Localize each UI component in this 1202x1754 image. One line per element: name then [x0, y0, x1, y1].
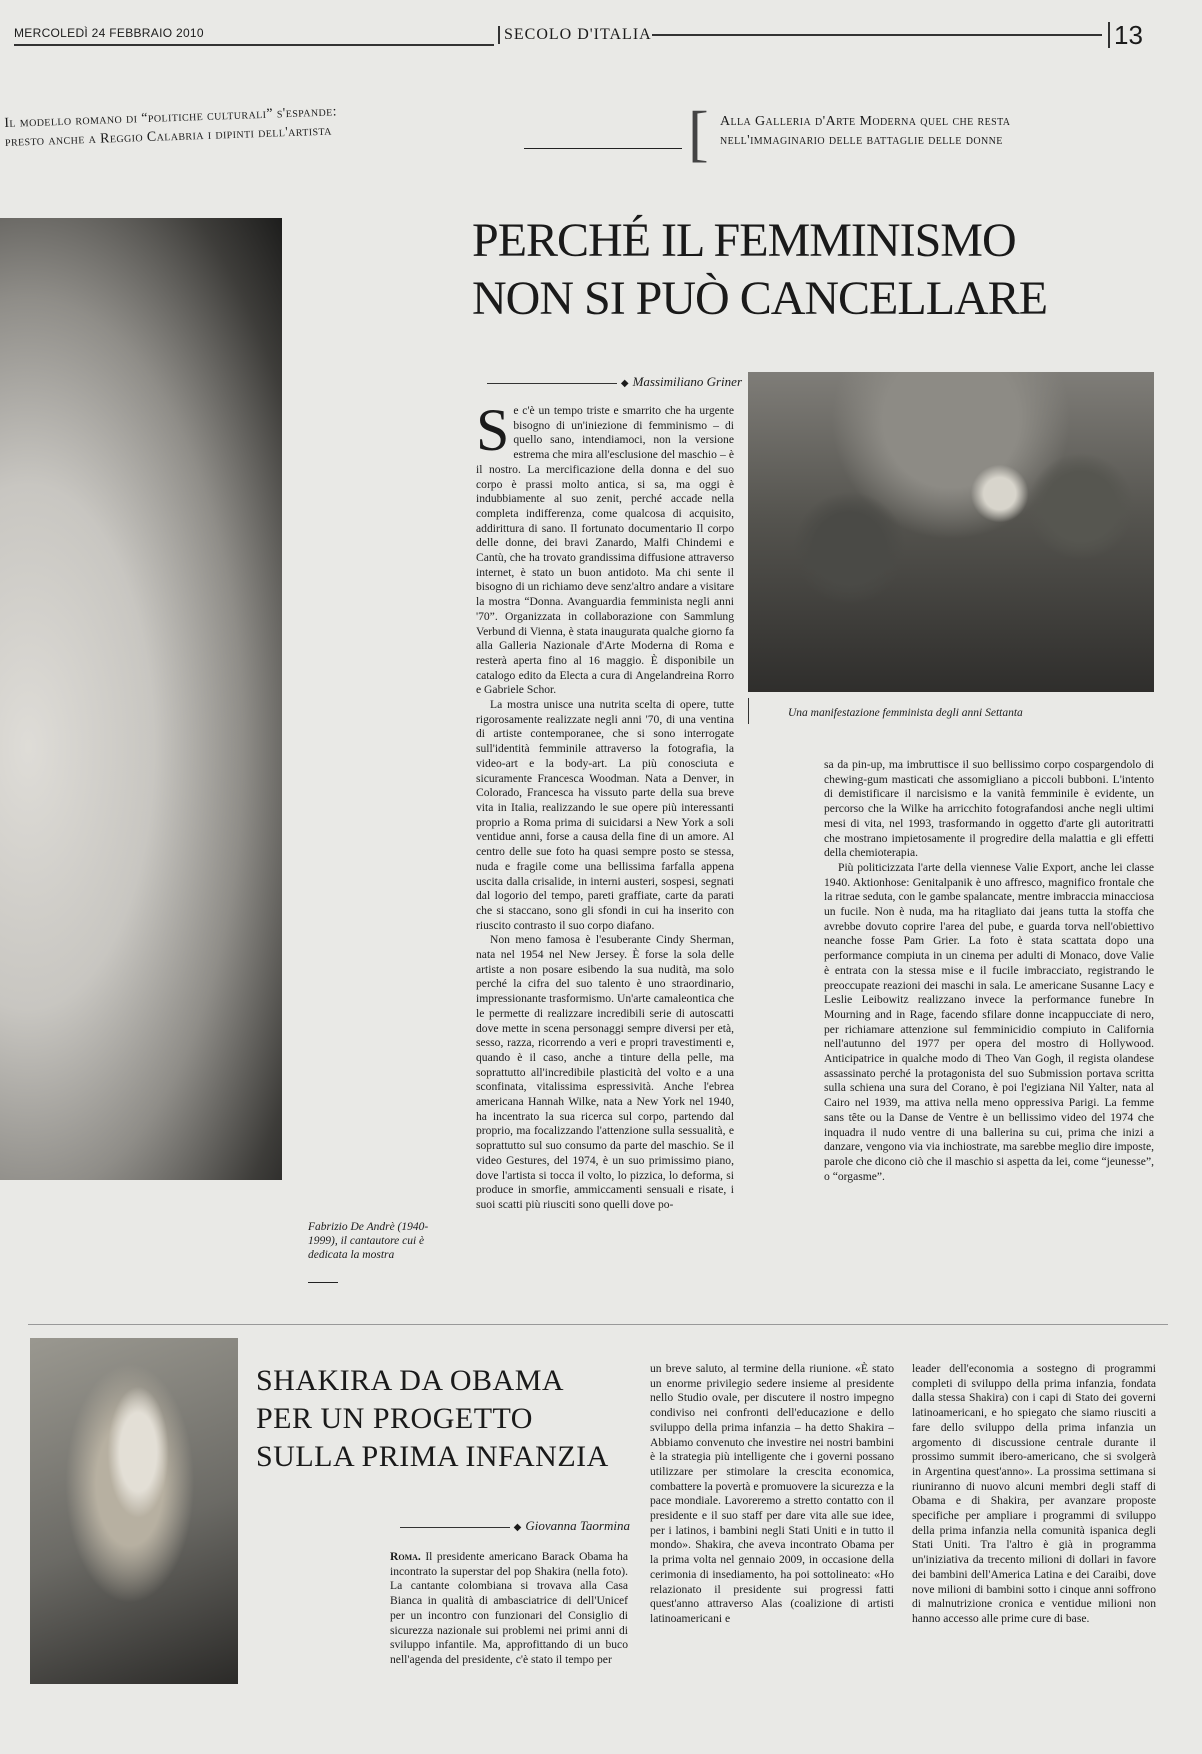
article1-column-1	[476, 404, 734, 1296]
section-separator	[28, 1324, 1168, 1325]
article1-author: Massimiliano Griner	[632, 374, 742, 389]
article2-paragraph-1-text: Il presidente americano Barack Obama ha incontrato la superstar del pop Shakira (nella foto). La cantante colombiana si trovava alla Casa Bianca in qualità di ambasciatrice di dell'Unicef per un incontro con funzionari del Consiglio di sicurezza nazionale sui problemi nei primi anni di sviluppo infantile. Ma, approfittando di un buco nell'agenda del presidente, c'è stato il tempo per	[390, 1550, 628, 1666]
article1-paragraph-1-text: e c'è un tempo triste e smarrito che ha urgente bisogno di un'iniezione di femminismo – di quello sano, intendiamoci, non la versione estrema che mira all'esclusione del maschio – è il nostro. La mercificazione della donna e del suo corpo è prassi molto antica, si sa, ma oggi è indubbiamente al suo zenit, perché accade nella completa indifferenza, come qualcosa di acquisito, addirittura di sano. Il fortunato documentario Il corpo delle donne, dei bravi Zanardo, Malfi Chindemi e Cantù, che ha trovato grandissima diffusione attraverso internet, è stato un buon antidoto. Ma chi sente il bisogno di un richiamo deve senz'altro andare a visitare la mostra “Donna. Avanguardia femminista negli anni '70”. Organizzata in collaborazione con Sammlung Verbund di Vienna, è stata inaugurata qualche giorno fa alla Galleria Nazionale d'Arte Moderna di Roma e resterà aperta fino al 16 maggio. È disponibile un catalogo edito da Electa a cura di Angelandreina Rorro e Gabriele Schor.	[476, 404, 734, 697]
kicker-right-line2: nell'immaginario delle battaglie delle donne	[720, 133, 1003, 148]
photo-de-andre	[0, 218, 282, 1180]
article2-byline	[380, 1518, 630, 1534]
kicker-right	[720, 112, 1190, 150]
kicker-left	[4, 97, 505, 152]
article1-paragraph-4: sa da pin-up, ma imbruttisce il suo bellissimo corpo cospargendolo di chewing-gum masticati che assomigliano a piccoli bubboni. L'intento di demistificare il narcisismo e la vanità femminile è evidente, un percorso che la Wilke ha arricchito fotografandosi anche negli ultimi mesi di vita, nel 1993, trasformando in oggetto d'arte gli autoritratti che mostrano impietosamente il progredire della malattia e gli effetti della chemioterapia.	[824, 758, 1154, 860]
photo-caption: Una manifestazione femminista degli anni Settanta	[788, 707, 1023, 719]
photo-shakira	[30, 1338, 238, 1684]
issue-date: MERCOLEDÌ 24 FEBBRAIO 2010	[14, 26, 204, 40]
side-caption: Fabrizio De Andrè (1940-1999), il cantautore cui è dedicata la mostra	[308, 1221, 429, 1261]
article1-paragraph-1	[476, 404, 734, 698]
article2-dateline: Roma.	[390, 1550, 421, 1563]
article2-paragraph-1	[390, 1550, 628, 1668]
photo-protest	[748, 372, 1154, 692]
article2-column-2	[650, 1362, 894, 1736]
kicker-right-line1: Alla Galleria d'Arte Moderna quel che resta	[720, 114, 1011, 129]
kicker-left-line1: Il modello romano di “politiche culturali” s'espande:	[4, 104, 338, 131]
article1-column-2	[824, 758, 1154, 1296]
byline-rule	[487, 383, 617, 384]
article1-headline	[472, 212, 1192, 328]
article1-headline-line1: PERCHÉ IL FEMMINISMO	[472, 214, 1016, 267]
byline-rule	[400, 1527, 510, 1528]
article2-headline-line1: SHAKIRA DA OBAMA	[256, 1364, 565, 1397]
article1-byline	[472, 374, 742, 390]
kicker-bracket: [	[688, 100, 709, 168]
dropcap: S	[476, 404, 510, 463]
page-number: 13	[1108, 22, 1143, 48]
article2-author: Giovanna Taormina	[525, 1518, 630, 1533]
header-rule-right	[652, 34, 1102, 36]
side-caption-rule	[308, 1282, 338, 1283]
article1-headline-line2: NON SI PUÒ CANCELLARE	[472, 272, 1048, 325]
diamond-icon: ◆	[513, 1522, 522, 1533]
article2-paragraph-2: un breve saluto, al termine della riunione. «È stato un enorme privilegio sedere insieme al presidente nello Studio ovale, per discutere il nostro impegno condiviso nei confronti dell'educazione e dello sviluppo della prima infanzia – ha detto Shakira – Abbiamo convenuto che investire nei nostri bambini è la strategia più intelligente che i governi possano utilizzare per stimolare la crescita economica, combattere la povertà e promuovere la sicurezza e la pace mondiale. Lavoreremo a stretto contatto con il presidente e il suo staff per dare vita alle sue idee, per i latinos, i bambini negli Stati Uniti e in tutto il mondo». Shakira, che aveva incontrato Obama per la prima volta nel gennaio 2009, in occasione della cerimonia di insediamento, ha poi sottolineato: «Ho relazionato il presidente sui progressi fatti quest'anno attraverso Alas (coalizione di artisti latinoamericani e	[650, 1362, 894, 1625]
header-rule-left	[14, 44, 494, 46]
article2-headline	[256, 1362, 656, 1476]
article2-headline-line3: SULLA PRIMA INFANZIA	[256, 1440, 609, 1473]
masthead: SECOLO D'ITALIA	[498, 26, 652, 44]
article2-headline-line2: PER UN PROGETTO	[256, 1402, 533, 1435]
diamond-icon: ◆	[620, 378, 629, 389]
kicker-left-line2: presto anche a Reggio Calabria i dipinti dell'artista	[4, 123, 333, 150]
article1-paragraph-2: La mostra unisce una nutrita scelta di opere, tutte rigorosamente realizzate negli anni '70, di una ventina di artiste contemporanee, che si sono interrogate sull'identità femminile attraverso la fotografia, la video-art e la body-art. La più conosciuta e sicuramente Francesca Woodman. Nata a Denver, in Colorado, Francesca ha vissuto parte della sua breve vita in Italia, realizzando le sue opere più interessanti proprio a Roma prima di suicidarsi a New York a soli ventidue anni, forse a causa della fine di un amore. Al centro delle sue foto ha quasi sempre posto se stessa, nuda e fragile come una bellissima farfalla appena uscita dalla crisalide, in interni austeri, sospesi, segnati dal logorio del tempo, pareti graffiate, carte da parati che si staccano, sono gli sfondi in cui ha inserito con riuscito contrasto il suo corpo diafano.	[476, 698, 734, 932]
article2-column-3	[912, 1362, 1156, 1736]
photo-caption-rule	[748, 698, 749, 724]
kicker-divider	[524, 148, 682, 149]
article2-paragraph-3: leader dell'economia a sostegno di programmi completi di sviluppo della prima infanzia, fondata dalla stessa Shakira) con i capi di Stato dei governi latinoamericani, e ho spiegato che siamo riusciti a fare dello sviluppo della prima infanzia un argomento di discussione centrale durante il prossimo summit ibero-americano, che si svolgerà in Argentina quest'anno». La prossima settimana si riuniranno di nuovo alcuni membri degli staff di Obama e di Shakira, per avanzare proposte specifiche per ampliare i programmi di sviluppo della prima infanzia nella comunità ispanica degli Stati Uniti. Tra l'altro è già in programma un'iniziativa da trecento milioni di dollari in favore dei bambini dell'America Latina e dei Caraibi, dove nove milioni di bambini sotto i cinque anni soffrono di malnutrizione cronica e ventidue milioni non hanno accesso alle prime cure di base.	[912, 1362, 1156, 1625]
article1-paragraph-3: Non meno famosa è l'esuberante Cindy Sherman, nata nel 1954 nel New Jersey. È forse la sola delle artiste a non posare esibendo la sua nudità, ma solo perché la cifra del suo talento è uno straordinario, impressionante trasformismo. Un'arte camaleontica che le permette di realizzare incredibili serie di autoscatti dove mette in scena personaggi sempre diversi per età, sesso, razza, ricorrendo a veri e propri travestimenti e, quando è il caso, anche a tinture della pelle, ma soprattutto all'incredibile plasticità del volto e a una sconfinata, vitalissima espressività. Anche l'ebrea americana Hannah Wilke, nata a New York nel 1940, ha incentrato la sua ricerca sul corpo, partendo dal proprio, ma focalizzando l'attenzione sulla sessualità, e soprattutto sul suo consumo da parte del maschio. Se il video Gestures, del 1974, è un suo primissimo piano, dove l'artista si tocca il volto, lo pizzica, lo deforma, si produce in smorfie, ammiccamenti sensuali e risate, i suoi scatti più riusciti sono quelli dove po-	[476, 933, 734, 1211]
article1-paragraph-5: Più politicizzata l'arte della viennese Valie Export, anche lei classe 1940. Aktionhose: Genitalpanik è uno affresco, magnifico frontale che la ritrae seduta, con le gambe spalancate, mentre imbraccia minacciosa un fucile. Non è nuda, ma ha ritagliato dai jeans tutta la stoffa che avrebbe dovuto coprire l'area del pube, e guarda torva nell'obiettivo neanche fosse Pam Grier. La foto è stata scattata dopo una performance compiuta in un cinema per adulti di Monaco, dove Valie è entrata con la stessa mise e il fucile imbracciato, registrando le preoccupate reazioni dei maschi in sala. Le americane Susanne Lacy e Leslie Leibowitz realizzano invece la performance funebre In Mourning and in Rage, facendo sfilare donne incappucciate di nero, per richiamare attenzione sul femminicidio compiuto in California nell'autunno del 1977 per opera del mostro di Hollywood. Anticipatrice in qualche modo di Theo Van Gogh, il regista olandese assassinato perché la protagonista del suo Submission portava scritta sulla schiena una sura del Corano, è poi l'egiziana Nil Yalter, nata al Cairo nel 1939, ma attiva nella meno oppressiva Parigi. La femme sans tête ou la Danse de Ventre è un bellissimo video del 1974 che inquadra il nudo ventre di una ballerina su cui, prima che inizi a danzare, vengono via via inchiostrate, ma sarebbe meglio dire imposte, parole che dicono ciò che il maschio si aspetta da lei, come “jeunesse”, o “orgasme”.	[824, 860, 1154, 1183]
article2-column-1	[390, 1550, 628, 1736]
